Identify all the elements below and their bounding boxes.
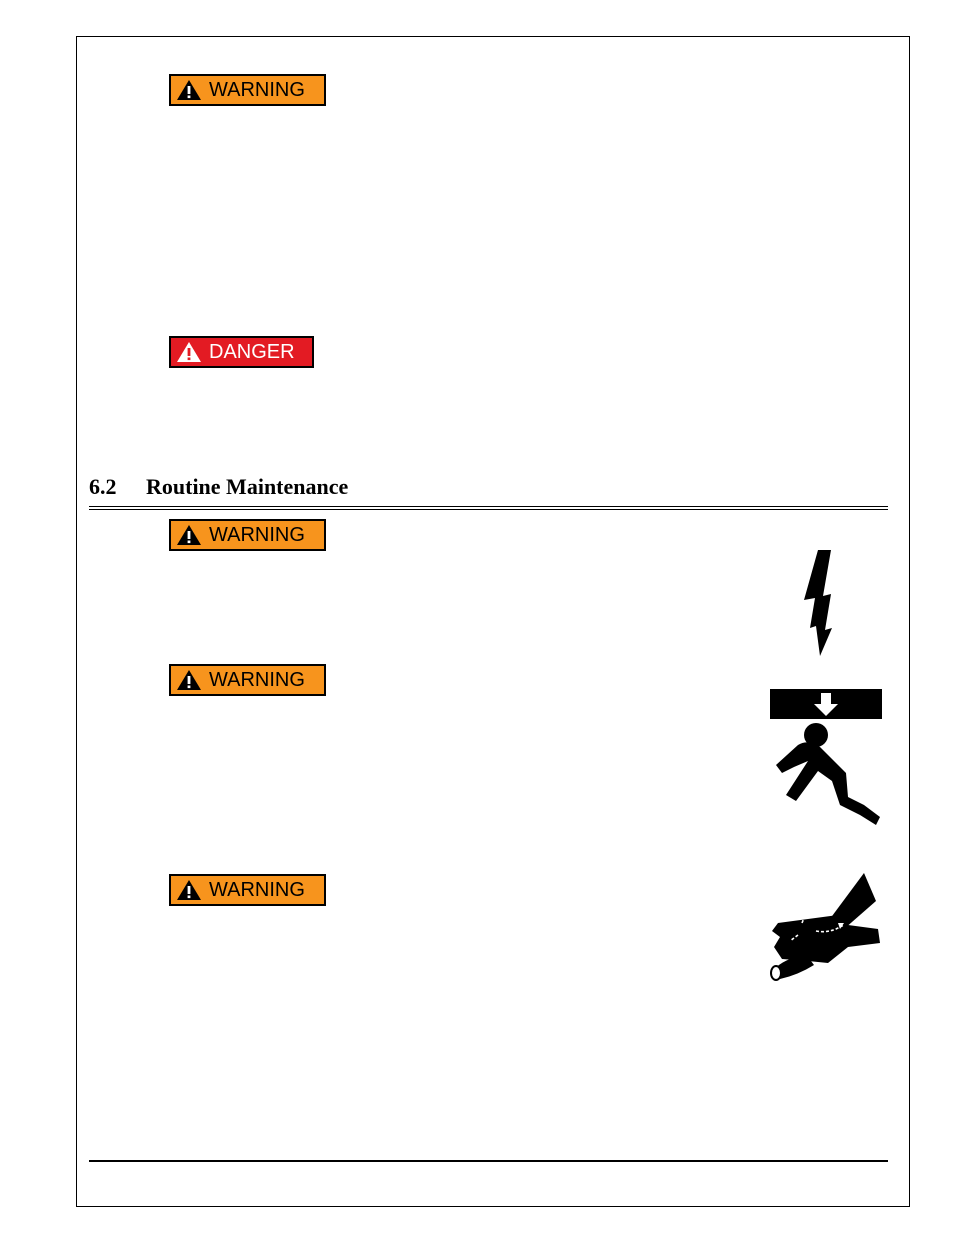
alert-triangle-icon — [175, 523, 203, 547]
danger-label-text: DANGER — [209, 340, 295, 363]
warning-label — [169, 519, 326, 551]
warning-label — [169, 874, 326, 906]
warning-label — [169, 74, 326, 106]
high-pressure-injection-icon — [768, 871, 882, 983]
section-title: Routine Maintenance — [146, 474, 349, 499]
alert-triangle-icon — [175, 340, 203, 364]
section-heading — [89, 474, 348, 500]
section-number: 6.2 — [89, 474, 117, 499]
falling-object-crush-icon — [768, 687, 884, 829]
danger-label — [169, 336, 314, 368]
page-border — [76, 36, 910, 1207]
electric-shock-icon — [798, 548, 848, 658]
warning-label-text: WARNING — [209, 878, 305, 901]
footer-divider — [89, 1160, 888, 1162]
alert-triangle-icon — [175, 668, 203, 692]
alert-triangle-icon — [175, 878, 203, 902]
warning-label-text: WARNING — [209, 78, 305, 101]
warning-label-text: WARNING — [209, 523, 305, 546]
section-divider — [89, 506, 888, 510]
warning-label-text: WARNING — [209, 668, 305, 691]
warning-label — [169, 664, 326, 696]
alert-triangle-icon — [175, 78, 203, 102]
